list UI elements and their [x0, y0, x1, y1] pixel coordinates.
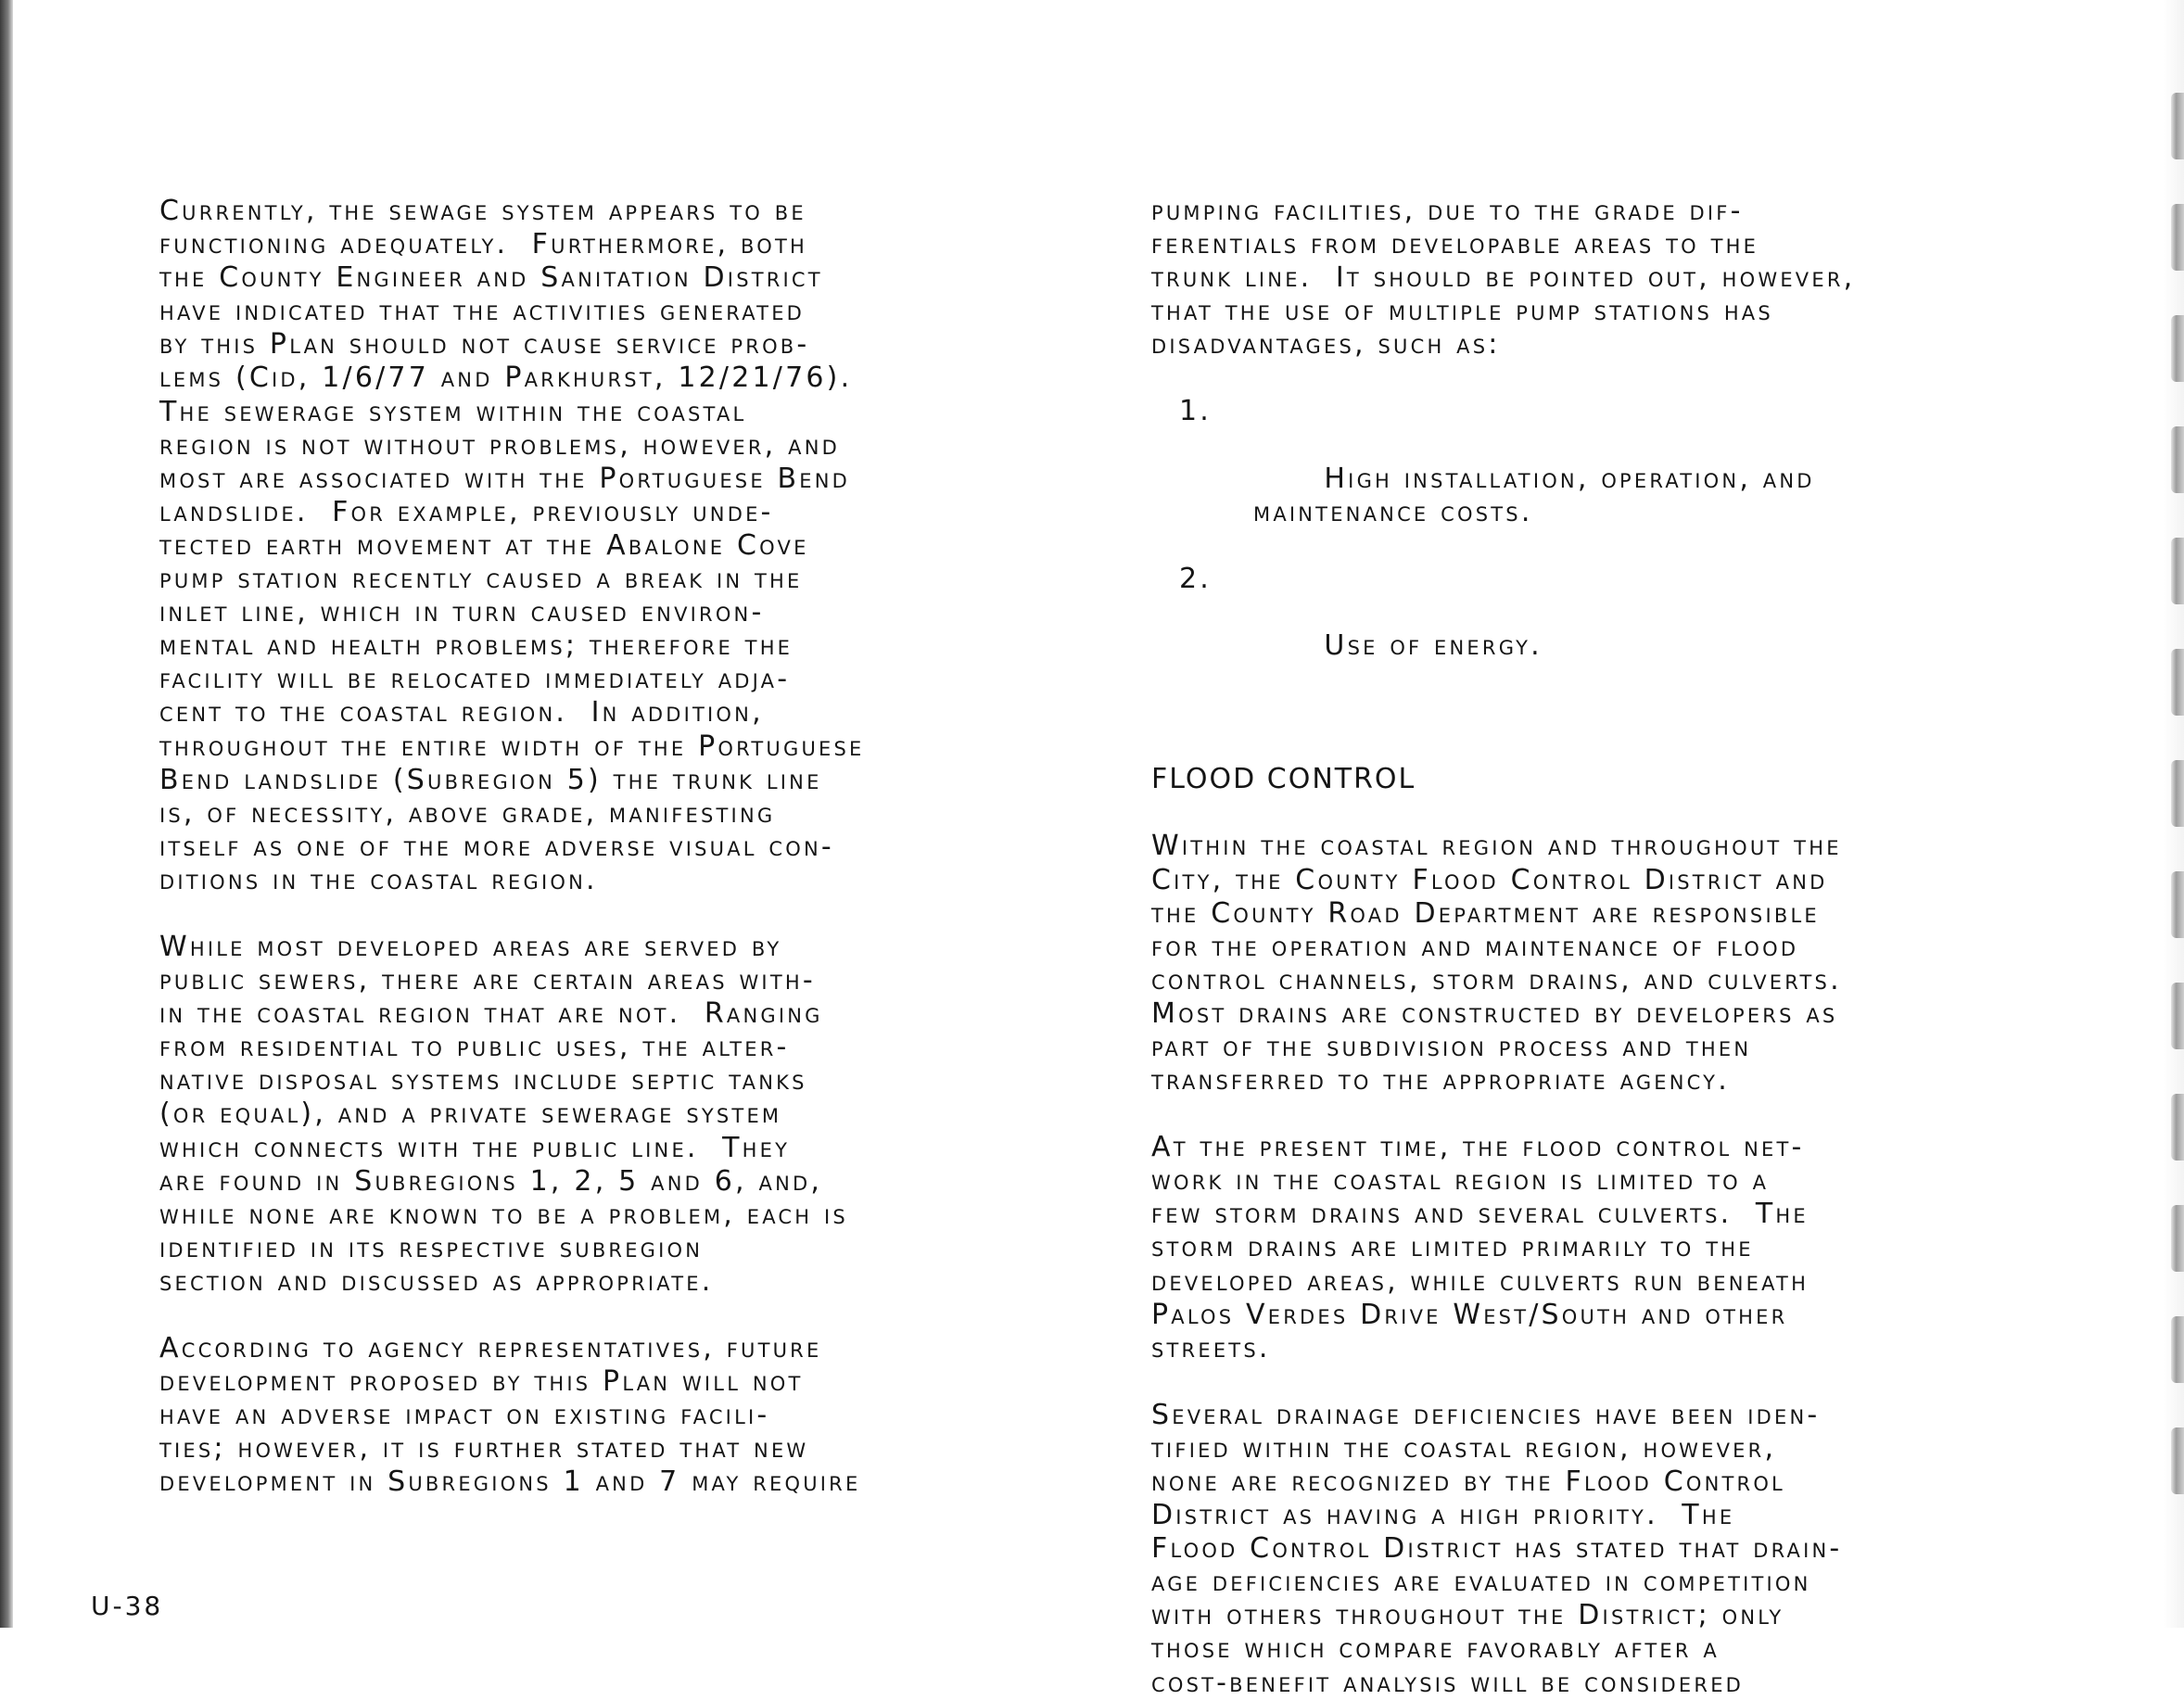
binder-ring — [2171, 1094, 2184, 1161]
paragraph-gap — [1151, 1097, 2060, 1131]
binder-ring — [2171, 983, 2184, 1049]
binder-ring — [2171, 538, 2184, 604]
page-number: U-38 — [91, 1591, 164, 1621]
paragraph-sewage-status: Currently, the sewage system appears to be functioning adequately. Furthermore, both the County Engineer and Sanitation District have indicated that the activities generated by this Plan should not cause service prob- lems (Cid, 1/6/77 and Parkhurst, 12/21/76). The sewerage system within the coastal region is not without problems, however, and most are associated with the Portuguese Bend landslide. For example, previously unde- tected earth movement at the Abalone Cove pump station recently caused a break in the inlet line, which in turn caused environ- mental and health problems; therefore the facility will be relocated immediately adja- cent to the coastal region. In addition, throughout the entire width of the Portuguese Bend landslide (Subregion 5) the trunk line is, of necessity, above grade, manifesting itself as one of the more adverse visual con- ditions in the coastal region. — [159, 195, 865, 896]
binder-ring — [2171, 93, 2184, 159]
binder-ring — [2171, 760, 2184, 827]
section-heading-flood-control: FLOOD CONTROL — [1151, 763, 1416, 796]
list-number: 2. — [1179, 562, 1213, 595]
left-column — [159, 195, 1068, 1499]
paragraph-gap — [1151, 696, 2060, 729]
paragraph-pumping-facilities: pumping facilities, due to the grade dif- ferentials from developable areas to the trunk line. It should be pointed out, however, that the use of multiple pump stations has disadvantages, such as: — [1151, 195, 1856, 362]
list-number: 1. — [1179, 395, 1213, 428]
binder-ring — [2171, 1205, 2184, 1272]
disadvantages-list — [1151, 395, 2060, 696]
binder-ring — [2171, 426, 2184, 493]
binder-ring — [2171, 204, 2184, 271]
paragraph-alternative-disposal: While most developed areas are served by public sewers, there are certain areas with- in the coastal region that are not. Ranging from residential to public uses, the alter- native disposal systems include septic tanks (or equal), and a private sewerage system which connects with the public line. They are found in Subregions 1, 2, 5 and 6, and, while none are known to be a problem, each is identified in its respective subregion section and discussed as appropriate. — [159, 930, 848, 1298]
binder-ring — [2171, 649, 2184, 716]
binding-edge — [0, 0, 13, 1628]
binder-ring — [2171, 1427, 2184, 1494]
paragraph-gap — [159, 1299, 1068, 1332]
list-text: Use of energy. — [1324, 629, 1543, 663]
paragraph-gap — [159, 897, 1068, 931]
paragraph-agency-representatives: According to agency representatives, future development proposed by this Plan will not have an adverse impact on existing facili- ties; however, it is further stated that new development in Subregions 1 and 7 may require — [159, 1332, 861, 1499]
right-column — [1151, 195, 2060, 1700]
list-item — [1151, 395, 2060, 562]
paragraph-drainage-deficiencies: Several drainage deficiencies have been iden- tified within the coastal region, however, none are recognized by the Flood Control District as having a high priority. The Flood Control District has stated that drain- age deficiencies are evaluated in competition with others throughout the District; only those which compare favorably after a cost-benefit analysis will be considered — [1151, 1398, 1843, 1699]
paragraph-gap — [1151, 1365, 2060, 1399]
paragraph-gap — [1151, 729, 2060, 763]
binder-ring — [2171, 315, 2184, 382]
list-item — [1151, 563, 2060, 696]
paragraph-gap — [1151, 796, 2060, 830]
binder-ring — [2171, 1316, 2184, 1383]
paragraph-flood-network: At the present time, the flood control net- work in the coastal region is limited to a few storm drains and several culverts. The storm drains are limited primarily to the developed areas, while culverts run beneath Palos Verdes Drive West/South and other streets. — [1151, 1131, 1809, 1364]
paragraph-flood-responsibility: Within the coastal region and throughout the City, the County Flood Control District and the County Road Department are responsible for the operation and maintenance of flood control channels, storm drains, and culverts. Most drains are constructed by developers as part of the subdivision process and then transferred to the appropriate agency. — [1151, 830, 1842, 1097]
binder-ring — [2171, 871, 2184, 938]
list-text: High installation, operation, and maintenance costs. — [1253, 462, 1815, 528]
binder-ring-strip — [2164, 0, 2184, 1628]
paragraph-gap — [1151, 362, 2060, 395]
